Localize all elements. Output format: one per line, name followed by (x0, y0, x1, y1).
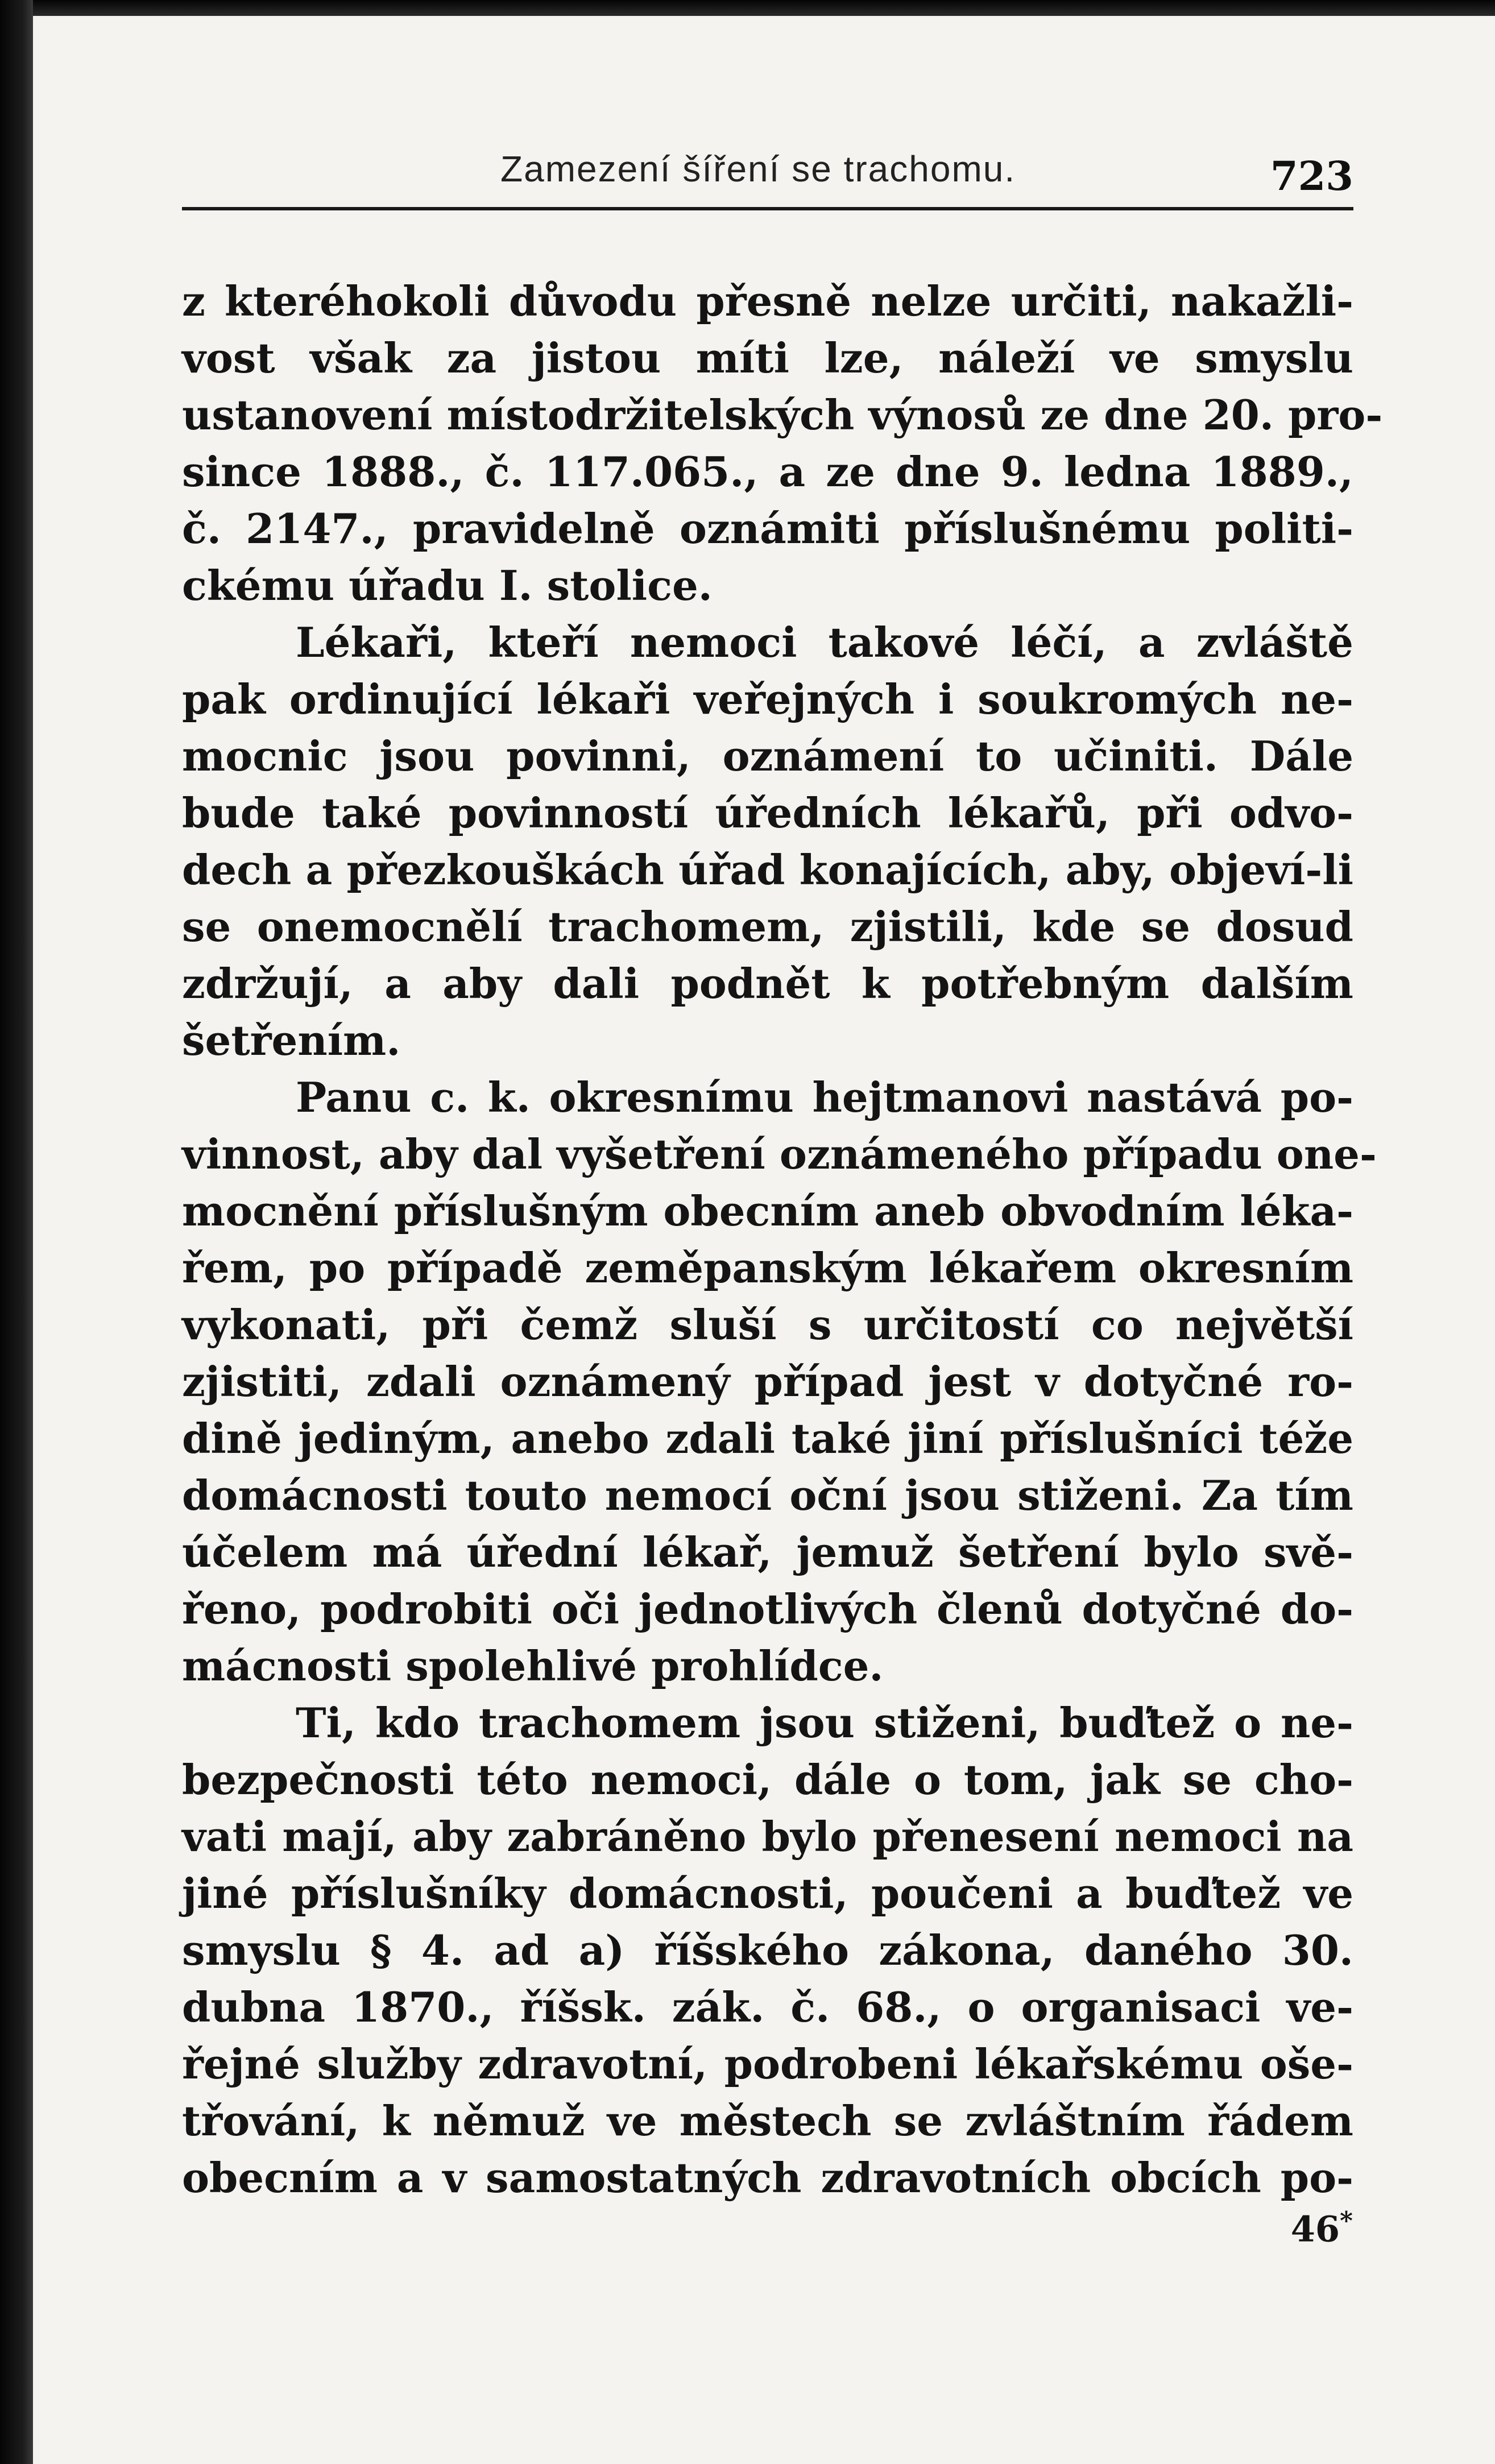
text-line: zdržují, a aby dali podnět k potřebným dalším (182, 959, 1353, 1008)
text-line: vykonati, při čemž sluší s určitostí co největší (182, 1301, 1353, 1349)
header-rule (182, 207, 1353, 210)
text-line: mocnic jsou povinni, oznámení to učiniti. Dále (182, 732, 1353, 780)
running-header (182, 141, 1353, 204)
scan-edge-top (33, 0, 1495, 16)
text-line: účelem má úřední lékař, jemuž šetření bylo svě- (182, 1528, 1353, 1576)
text-line: se onemocnělí trachomem, zjistili, kde se dosud (182, 902, 1353, 951)
text-line: vinnost, aby dal vyšetření oznámeného případu one- (182, 1130, 1377, 1178)
text-line: řem, po případě zeměpanským lékařem okresním (182, 1244, 1353, 1292)
text-line: ckému úřadu I. stolice. (182, 561, 713, 610)
text-line: šetřením. (182, 1016, 401, 1065)
text-line: zjistiti, zdali oznámený případ jest v dotyčné ro- (182, 1357, 1353, 1406)
text-line: Ti, kdo trachomem jsou stiženi, buďtež o ne- (296, 1699, 1353, 1747)
text-line: pak ordinující lékaři veřejných i soukromých ne- (182, 675, 1353, 723)
text-line: Panu c. k. okresnímu hejtmanovi nastává po- (296, 1073, 1353, 1121)
text-line: Lékaři, kteří nemoci takové léčí, a zvláště (296, 618, 1353, 666)
page-number: 723 (1270, 152, 1353, 200)
printer-signature (1291, 2206, 1353, 2250)
text-line: bude také povinností úředních lékařů, při odvo- (182, 789, 1353, 837)
text-line: dech a přezkouškách úřad konajících, aby, objeví-li (182, 846, 1353, 894)
text-line: dině jediným, anebo zdali také jiní příslušníci téže (182, 1414, 1353, 1463)
text-body (182, 273, 1383, 2206)
text-line: vati mají, aby zabráněno bylo přenesení nemoci na (182, 1812, 1353, 1861)
text-line: domácnosti touto nemocí oční jsou stiženi. Za tím (182, 1471, 1353, 1519)
text-line: smyslu § 4. ad a) říšského zákona, daného 30. (182, 1926, 1353, 1974)
signature-number: 46 (1290, 2208, 1340, 2250)
signature-asterisk: * (1339, 2206, 1353, 2235)
text-line: bezpečnosti této nemoci, dále o tom, jak se cho- (182, 1755, 1353, 1804)
scan-edge-left (0, 0, 33, 2464)
running-title: Zamezení šíření se trachomu. (500, 148, 1016, 189)
text-line: řeno, podrobiti oči jednotlivých členů dotyčné do- (182, 1585, 1353, 1633)
text-line: ustanovení místodržitelských výnosů ze dne 20. pro- (182, 391, 1383, 439)
text-line: třování, k němuž ve městech se zvláštním řádem (182, 2097, 1353, 2145)
text-line: řejné služby zdravotní, podrobeni lékařskému oše- (182, 2040, 1353, 2088)
text-line: č. 2147., pravidelně oznámiti příslušnému politi- (182, 504, 1353, 553)
text-line: since 1888., č. 117.065., a ze dne 9. ledna 1889., (182, 448, 1353, 496)
text-line: z kteréhokoli důvodu přesně nelze určiti, nakažli- (182, 277, 1353, 325)
text-line: mocnění příslušným obecním aneb obvodním léka- (182, 1187, 1353, 1235)
text-line: dubna 1870., říšsk. zák. č. 68., o organisaci ve- (182, 1983, 1353, 2031)
text-line: jiné příslušníky domácnosti, poučeni a buďtež ve (182, 1869, 1353, 1918)
text-line: obecním a v samostatných zdravotních obcích po- (182, 2154, 1353, 2202)
text-line: mácnosti spolehlivé prohlídce. (182, 1642, 884, 1690)
text-line: vost však za jistou míti lze, náleží ve smyslu (182, 334, 1353, 382)
